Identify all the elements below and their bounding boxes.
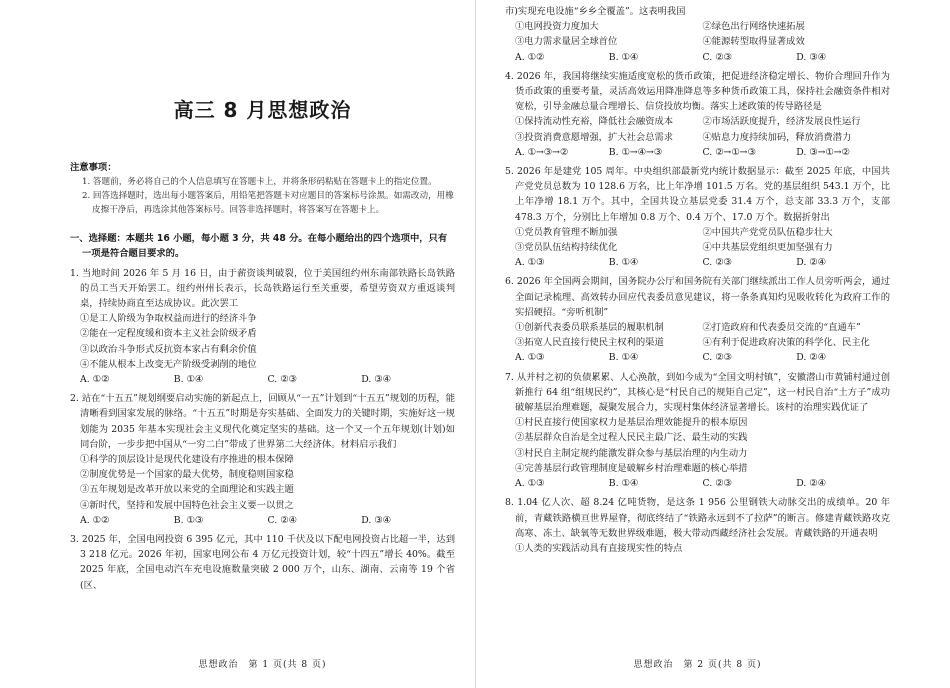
option-list [505,225,890,255]
answer-choices [70,513,455,528]
answer-choice: A. ①② [515,51,545,63]
answer-choice: D. ③④ [796,51,826,63]
option-list [70,311,455,372]
question-list [70,266,455,593]
question [70,532,455,593]
question [505,495,890,556]
option-item: ①科学的顶层设计是现代化建设有序推进的根本保障 [80,454,294,466]
option-item: ②绿色出行网络快速拓展 [702,21,805,33]
answer-choice: B. ①③ [173,514,204,526]
answer-choices [505,350,890,365]
option-item: ④能源转型取得显著成效 [702,36,805,48]
question-stem: 7. 从并村之初的负债累累、人心涣散，到如今成为“全国文明村镇”，安徽潜山市黄铺村通过创新推行 64 组“组规民约”，其核心是“村民自己的规矩自己定”，这一村民自治“土方子”成功破解基层治理难题，凝聚发展合力，实现村集体经济显著增长。该村的治理实践优证了 [505,371,890,414]
question-stem: 3. 2025 年，全国电网投资 6 395 亿元，其中 110 千伏及以下配电网投资占比超一半，达到 3 218 亿元。2026 年初，国家电网公布 4 万亿元投资计划，较“十四五”增长 40%。截至 2025 年底，全国电动汽车充电设施数量突破 2 000 万个，山东、湖南、云南等 19 个省(区、 [70,534,455,591]
question [505,69,890,160]
option-item: ①保持流动性充裕，降低社会融资成本 [515,116,674,128]
answer-choice: A. ①③ [515,352,545,364]
answer-choice: C. ②③ [702,257,732,269]
answer-choice: D. ②④ [796,352,826,364]
answer-choice: B. ①→④→③ [608,146,663,158]
answer-choice: D. ③→①→② [796,146,850,158]
option-list [505,114,890,144]
option-item: ①人类的实践活动具有直接现实性的特点 [515,542,683,554]
answer-choices [505,50,890,65]
note-item: 2. 回答选择题时，选出每小题答案后，用铅笔把答题卡对应题目的答案标号涂黑。如需改动，用橡皮擦干净后，再选涂其他答案标号。回答非选择题时，将答案写在答题卡上。 [82,191,454,216]
option-item: ①电网投资力度加大 [515,21,599,33]
option-item: ②能在一定程度缓和资本主义社会阶级矛盾 [80,328,257,340]
question [505,4,890,65]
answer-choice: C. ②④ [267,514,297,526]
question [505,274,890,365]
answer-choice: C. ②→①→③ [702,146,756,158]
option-item: ①党员教育管理不断加强 [515,226,618,238]
option-item: ②制度优势是一个国家的最大优势，制度稳则国家稳 [80,469,294,481]
option-item: ④新时代，坚持和发展中国特色社会主义要一以贯之 [80,499,294,511]
option-item: ①创新代表委员联系基层的履职机制 [515,322,664,334]
question [70,266,455,388]
answer-choice: A. ①③ [515,257,545,269]
answer-choice: A. ①③ [515,478,545,490]
option-item: ③拓宽人民直接行使民主权利的渠道 [515,337,664,349]
option-item: ③党员队伍结构持续优化 [515,242,618,254]
section-heading: 一、选择题：本题共 16 小题，每小题 3 分，共 48 分。在每小题给出的四个选项中，只有一项是符合题目要求的。 [70,233,448,260]
answer-choice: C. ②③ [267,374,297,386]
option-item: ②中国共产党党员队伍稳步壮大 [702,226,833,238]
answer-choice: B. ①④ [608,478,639,490]
question-stem: 2. 站在“十五五”规划纲要启动实施的新起点上，回顾从“一五”计划到“十五五”规划的历程，能清晰看到国家发展的脉络。“十五五”时期是夯实基础、全面发力的关键时期，实施好这一规划能为 2035 年基本实现社会主义现代化奠定坚实的基础。这一个又一个五年规划(计划)如同台阶，一步步把中国从“一穷二白”带成了世界第二大经济体。材料启示我们 [70,393,455,450]
option-item: ③投资消费意愿增强，扩大社会总需求 [515,131,674,143]
exam-title: 高三 8 月思想政治 [173,98,352,122]
answer-choice: B. ①④ [608,352,639,364]
option-item: ①是工人阶级为争取权益而进行的经济斗争 [80,313,257,325]
answer-choice: A. ①→③→② [515,146,569,158]
page-2 [505,0,890,688]
option-item: ②市场活跃度提升，经济发展良性运行 [702,116,861,128]
question-stem: 5. 2026 年是建党 105 周年。中央组织部最新党内统计数据显示：截至 2025 年底，中国共产党党员总数为 10 128.6 万名，比上年净增 101.5 万名。党的基层组织 543.1 万个，比上年净增 18.1 万个。其中，全国共设立基层党委 31.4 万个，总支部 33.3 万个，支部 478.3 万个，分别比上年增加 0.8 万个、0.4 万个、17.0 万个。数据折射出 [505,166,890,223]
answer-choice: D. ③④ [361,374,391,386]
option-item: ③村民自主制定规约能激发群众参与基层治理的内生动力 [515,447,748,459]
answer-choice: B. ①④ [173,374,204,386]
option-list [505,541,890,556]
question-stem: 1. 当地时间 2026 年 5 月 16 日，由于薪资谈判破裂，位于美国纽约州东南部铁路长岛铁路的员工当天开始罢工。纽约州州长表示，长岛铁路运行至关重要，希望劳资双方重返谈判桌，持续协商直至达成协议。此次罢工 [70,267,455,310]
footer-page-2: 思想政治 第 2 页(共 8 页) [633,660,762,670]
answer-choice: A. ①② [80,374,110,386]
option-item: ③以政治斗争形式反抗资本家占有剩余价值 [80,343,257,355]
question [70,391,455,528]
option-item: ①村民直接行使国家权力是基层治理效能提升的根本原因 [515,417,748,429]
option-list [505,320,890,350]
option-item: ④贴息力度持续加码，释放消费潜力 [702,131,852,143]
notes-heading: 注意事项： [70,162,117,173]
answer-choice: C. ②③ [702,352,732,364]
question-list [505,4,890,556]
answer-choice: D. ②④ [796,478,826,490]
option-item: ②打造政府和代表委员交流的“直通车” [702,322,861,334]
footer-page-1: 思想政治 第 1 页(共 8 页) [198,660,327,670]
question-stem: 4. 2026 年，我国将继续实施适度宽松的货币政策，把促进经济稳定增长、物价合理回升作为货币政策的重要考量，灵活高效运用降准降息等多种货币政策工具，保持社会融资条件相对宽松，引导金融总量合理增长、信贷投放均衡。落实上述政策的传导路径是 [505,70,890,113]
option-item: ③五年规划是改革开放以来党的全面理论和实践主题 [80,484,294,496]
answer-choice: C. ②③ [702,478,732,490]
note-item: 1. 答题前，务必将自己的个人信息填写在答题卡上，并将条形码粘贴在答题卡上的指定位置。 [82,177,437,188]
answer-choice: C. ②③ [702,51,732,63]
question-stem: 6. 2026 年全国两会期间，国务院办公厅和国务院有关部门继续派出工作人员旁听两会，通过全面记录梳理、高效转办回应代表委员意见建议，将一条条真知灼见吸收转化为政府工作的实招硬招。“旁听机制” [505,276,890,318]
option-list [70,452,455,513]
notes-list [70,175,455,217]
page-divider [475,0,476,688]
option-item: ③电力需求量居全球首位 [515,36,618,48]
answer-choices [70,372,455,387]
answer-choice: D. ③④ [361,514,391,526]
answer-choice: A. ①② [80,514,110,526]
option-item: ④有利于促进政府决策的科学化、民主化 [702,337,870,349]
option-item: ④中共基层党组织更加坚强有力 [702,242,833,254]
answer-choices [505,145,890,160]
answer-choice: D. ②④ [796,257,826,269]
option-item: ②基层群众自治是全过程人民民主最广泛、最生动的实践 [515,432,748,444]
page-1 [70,0,455,688]
answer-choice: B. ①④ [608,257,639,269]
answer-choices [505,476,890,491]
option-item: ④完善基层行政管理制度是破解乡村治理难题的核心举措 [515,462,748,474]
option-item: ④不能从根本上改变无产阶级受剥削的地位 [80,358,257,370]
option-list [505,19,890,49]
question [505,370,890,492]
question-stem: 8. 1.04 亿人次、超 8.24 亿吨货物，是这条 1 956 公里钢铁大动脉交出的成绩单。20 年前，青藏铁路横亘世界屋脊，彻底终结了“铁路永远到不了拉萨”的断言。修建青藏铁路攻克高寒、冻土、缺氧等无数世界级难题，极大带动西藏经济社会发展。青藏铁路的开通表明 [505,497,890,539]
option-list [505,415,890,476]
question [505,164,890,270]
answer-choices [505,255,890,270]
answer-choice: B. ①④ [608,51,639,63]
question-stem: 市)实现充电设施“乡乡全覆盖”。这表明我国 [505,6,686,17]
